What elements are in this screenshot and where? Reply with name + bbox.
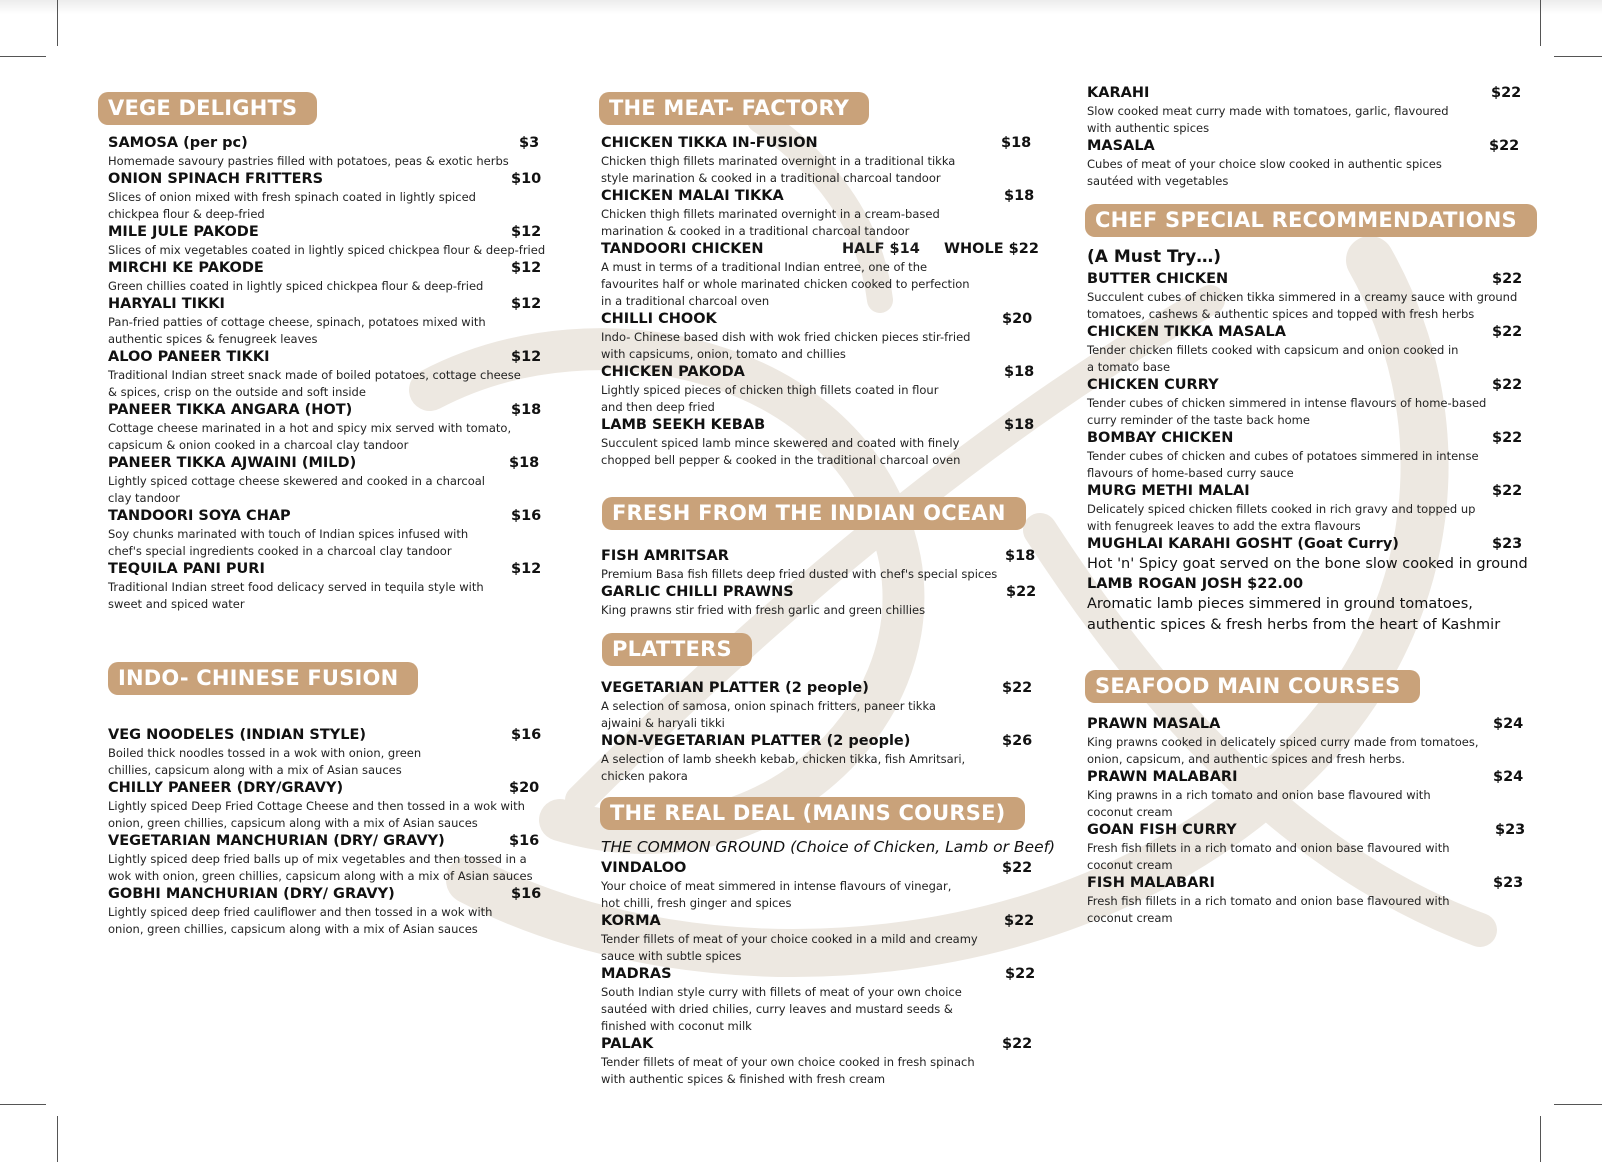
menu-item — [601, 363, 1033, 416]
chef-heading-wrap — [1085, 204, 1537, 237]
item-price: $22 — [1004, 913, 1035, 929]
menu-item — [1087, 137, 1519, 190]
item-name: TANDOORI SOYA CHAP — [108, 508, 291, 524]
item-price: $22 — [1492, 271, 1523, 287]
item-name: VEG NOODELES (INDIAN STYLE) — [108, 727, 367, 743]
item-name: PANEER TIKKA AJWAINI (MILD) — [108, 455, 357, 471]
menu-item — [1087, 874, 1527, 927]
item-price: $10 — [511, 171, 542, 187]
item-desc: Succulent spiced lamb mince skewered and coated with finely chopped bell pepper & cooked in the traditional charcoal oven — [601, 436, 961, 467]
item-desc: Tender fillets of meat of your choice cooked in a mild and creamy sauce with subtle spices — [601, 932, 978, 963]
indo-chinese-heading-wrap — [108, 662, 418, 695]
menu-item — [1087, 535, 1527, 575]
item-desc: Traditional Indian street food delicacy served in tequila style with sweet and spiced water — [108, 580, 484, 611]
item-name: PANEER TIKKA ANGARA (HOT) — [108, 402, 353, 418]
item-desc: Traditional Indian street snack made of boiled potatoes, cottage cheese & spices, crisp on the outside and soft inside — [108, 368, 521, 399]
item-name: ALOO PANEER TIKKI — [108, 349, 270, 365]
item-desc: Green chillies coated in lightly spiced chickpea flour & deep-fried — [108, 279, 484, 293]
item-desc: Tender cubes of chicken and cubes of potatoes simmered in intense flavours of home-based curry sauce — [1087, 449, 1479, 480]
item-name: BOMBAY CHICKEN — [1087, 430, 1234, 446]
common-ground-subtitle: THE COMMON GROUND (Choice of Chicken, Lamb or Beef) — [601, 838, 1056, 856]
item-name: CHILLY PANEER (DRY/GRAVY) — [108, 780, 344, 796]
menu-item — [1087, 323, 1527, 376]
item-desc: Tender chicken fillets cooked with capsicum and onion cooked in a tomato base — [1087, 343, 1459, 374]
item-desc: Fresh fish fillets in a rich tomato and onion base flavoured with coconut cream — [1087, 841, 1450, 872]
item-name: CHICKEN MALAI TIKKA — [601, 188, 784, 204]
item-desc: Boiled thick noodles tossed in a wok with onion, green chillies, capsicum along with a mix of Asian sauces — [108, 746, 422, 777]
item-name: KORMA — [601, 913, 661, 929]
menu-item — [108, 223, 546, 259]
item-desc: Chicken thigh fillets marinated overnight in a traditional tikka style marination & cooked in a traditional charcoal tandoor — [601, 154, 956, 185]
menu-item — [601, 965, 1036, 1035]
menu-item — [1087, 376, 1527, 429]
item-price: $22 — [1492, 483, 1523, 499]
item-desc: A must in terms of a traditional Indian entree, one of the favourites half or whole marinated chicken cooked to perfection in a traditional charcoal oven — [601, 260, 970, 308]
item-price: $23 — [1493, 875, 1524, 891]
chef-special-heading: CHEF SPECIAL RECOMMENDATIONS — [1085, 204, 1537, 237]
item-name: MIRCHI KE PAKODE — [108, 260, 264, 276]
menu-item — [108, 779, 540, 832]
item-name: GOAN FISH CURRY — [1087, 822, 1237, 838]
seafood-list — [1087, 715, 1527, 927]
item-desc: Tender cubes of chicken simmered in intense flavours of home-based curry reminder of the taste back home — [1087, 396, 1487, 427]
seafood-heading: SEAFOOD MAIN COURSES — [1085, 670, 1420, 703]
item-price: $16 — [511, 727, 542, 743]
item-price: $18 — [1004, 364, 1035, 380]
item-price: $18 — [1004, 417, 1035, 433]
menu-item — [108, 560, 540, 613]
menu-item — [108, 170, 540, 223]
item-desc: Soy chunks marinated with touch of Indian spices infused with chef's special ingredients cooked in a charcoal clay tandoor — [108, 527, 469, 558]
ocean-heading-wrap — [602, 497, 1026, 530]
item-price: $26 — [1002, 733, 1033, 749]
menu-item — [1087, 270, 1527, 323]
crop-mark-tr-v — [1540, 0, 1541, 46]
item-desc: King prawns cooked in delicately spiced curry made from tomatoes, onion, capsicum, and authentic spices and fresh herbs. — [1087, 735, 1479, 766]
item-desc: King prawns in a rich tomato and onion base flavoured with coconut cream — [1087, 788, 1431, 819]
item-price: $22 — [1005, 966, 1036, 982]
item-name: MILE JULE PAKODE — [108, 224, 259, 240]
item-desc: Slow cooked meat curry made with tomatoes, garlic, flavoured with authentic spices — [1087, 104, 1449, 135]
indian-ocean-heading: FRESH FROM THE INDIAN OCEAN — [602, 497, 1026, 530]
item-name: ONION SPINACH FRITTERS — [108, 171, 324, 187]
item-desc: Aromatic lamb pieces simmered in ground tomatoes, authentic spices & fresh herbs from the heart of Kashmir — [1087, 596, 1501, 633]
item-desc: Fresh fish fillets in a rich tomato and onion base flavoured with coconut cream — [1087, 894, 1450, 925]
vege-delights-heading: VEGE DELIGHTS — [98, 92, 317, 125]
item-half-price: HALF $14 — [842, 241, 920, 257]
chef-special-list — [1087, 246, 1527, 636]
item-desc: South Indian style curry with fillets of meat of your own choice sautéed with dried chilies, curry leaves and mustard seeds & finished with coconut milk — [601, 985, 962, 1033]
item-desc: A selection of samosa, onion spinach fritters, paneer tikka ajwaini & haryali tikki — [601, 699, 936, 730]
item-desc: King prawns stir fried with fresh garlic and green chillies — [601, 603, 926, 617]
item-name: PALAK — [601, 1036, 654, 1052]
item-desc: Chicken thigh fillets marinated overnight in a cream-based marination & cooked in a traditional charcoal tandoor — [601, 207, 940, 238]
mains-heading-wrap — [600, 797, 1025, 830]
item-name: LAMB ROGAN JOSH $22.00 — [1087, 576, 1304, 592]
menu-item — [601, 310, 1033, 363]
item-name: SAMOSA (per pc) — [108, 135, 248, 151]
item-price: $22 — [1489, 138, 1520, 154]
item-name: VINDALOO — [601, 860, 687, 876]
item-desc: Succulent cubes of chicken tikka simmered in a creamy sauce with ground tomatoes, cashews & authentic spices and topped with fresh herbs — [1087, 290, 1518, 321]
menu-item — [1087, 84, 1522, 137]
item-desc: Your choice of meat simmered in intense flavours of vinegar, hot chilli, fresh ginger and spices — [601, 879, 952, 910]
item-desc: Tender fillets of meat of your own choice cooked in fresh spinach with authentic spices & finished with fresh cream — [601, 1055, 975, 1086]
item-desc: Premium Basa fish fillets deep fried dusted with chef's special spices — [601, 567, 998, 581]
item-name: TEQUILA PANI PURI — [108, 561, 265, 577]
menu-item — [601, 583, 1037, 619]
item-name: GOBHI MANCHURIAN (DRY/ GRAVY) — [108, 886, 395, 902]
item-desc: Homemade savoury pastries filled with potatoes, peas & exotic herbs — [108, 154, 509, 168]
menu-item — [601, 416, 1033, 469]
item-price: $22 — [1492, 377, 1523, 393]
menu-item — [108, 134, 540, 170]
menu-item — [601, 134, 1033, 187]
mains-list — [601, 836, 1056, 1088]
item-price: $22 — [1492, 324, 1523, 340]
item-price: $24 — [1493, 769, 1524, 785]
item-price: $18 — [1004, 188, 1035, 204]
platters-heading: PLATTERS — [602, 633, 752, 666]
item-name: FISH MALABARI — [1087, 875, 1215, 891]
menu-item — [601, 1035, 1033, 1088]
item-price: $16 — [511, 508, 542, 524]
item-name: MUGHLAI KARAHI GOSHT (Goat Curry) — [1087, 536, 1399, 552]
item-desc: Lightly spiced Deep Fried Cottage Cheese and then tossed in a wok with onion, green chillies, capsicum along with a mix of Asian sauces — [108, 799, 525, 830]
item-price: $20 — [509, 780, 540, 796]
meat-factory-heading: THE MEAT- FACTORY — [599, 92, 869, 125]
item-desc: A selection of lamb sheekh kebab, chicken tikka, fish Amritsari, chicken pakora — [601, 752, 966, 783]
item-name: CHICKEN PAKODA — [601, 364, 745, 380]
menu-item — [601, 912, 1033, 965]
menu-item — [1087, 821, 1527, 874]
item-price: $3 — [519, 135, 540, 151]
item-price: $16 — [509, 833, 540, 849]
indo-chinese-heading: INDO- CHINESE FUSION — [108, 662, 418, 695]
item-price: $23 — [1495, 822, 1526, 838]
menu-item — [601, 732, 1033, 785]
item-desc: Slices of onion mixed with fresh spinach coated in lightly spiced chickpea flour & deep-fried — [108, 190, 476, 221]
menu-item — [108, 507, 540, 560]
item-price: $22 — [1002, 860, 1033, 876]
item-price: $22 — [1006, 584, 1037, 600]
item-name: MASALA — [1087, 138, 1155, 154]
seafood-heading-wrap — [1085, 670, 1420, 703]
item-name: LAMB SEEKH KEBAB — [601, 417, 766, 433]
item-name: NON-VEGETARIAN PLATTER (2 people) — [601, 733, 911, 749]
ocean-list — [601, 547, 1037, 619]
item-name: HARYALI TIKKI — [108, 296, 225, 312]
item-price: $12 — [511, 296, 542, 312]
item-desc: Hot 'n' Spicy goat served on the bone slow cooked in ground — [1087, 556, 1528, 572]
item-name: MURG METHI MALAI — [1087, 483, 1250, 499]
column-1 — [98, 92, 550, 125]
menu-item — [108, 726, 540, 779]
menu-item — [108, 259, 540, 295]
menu-item — [108, 295, 540, 348]
platters-heading-wrap — [602, 633, 752, 666]
item-price: $18 — [509, 455, 540, 471]
meat-factory-list — [601, 134, 1039, 469]
indo-chinese-list — [108, 726, 540, 938]
crop-mark-tl-h — [0, 56, 46, 57]
item-name: FISH AMRITSAR — [601, 548, 729, 564]
crop-mark-tl-v — [57, 0, 58, 46]
item-price: $12 — [511, 349, 542, 365]
item-desc: Pan-fried patties of cottage cheese, spinach, potatoes mixed with authentic spices & fenugreek leaves — [108, 315, 486, 346]
item-desc: Cubes of meat of your choice slow cooked in authentic spices sautéed with vegetables — [1087, 157, 1442, 188]
must-try-subtitle: (A Must Try…) — [1087, 247, 1221, 267]
item-name: VEGETARIAN PLATTER (2 people) — [601, 680, 869, 696]
crop-mark-br-h — [1554, 1104, 1602, 1105]
item-desc: Delicately spiced chicken fillets cooked in rich gravy and topped up with fenugreek leaves to add the extra flavours — [1087, 502, 1476, 533]
menu-item — [1087, 429, 1527, 482]
item-price: $12 — [511, 260, 542, 276]
item-desc: Lightly spiced deep fried balls up of mix vegetables and then tossed in a wok with onion, green chillies, capsicum along with a mix of Asian sauces — [108, 852, 533, 883]
crop-mark-tr-h — [1554, 56, 1602, 57]
item-name: PRAWN MALABARI — [1087, 769, 1238, 785]
item-price: $12 — [511, 561, 542, 577]
item-price: $23 — [1492, 536, 1523, 552]
item-name: TANDOORI CHICKEN — [601, 241, 764, 257]
item-price: $22 — [1002, 680, 1033, 696]
item-price: $18 — [1001, 135, 1032, 151]
crop-mark-bl-v — [57, 1116, 58, 1162]
item-price: $24 — [1493, 716, 1524, 732]
menu-item — [108, 832, 540, 885]
menu-item — [601, 187, 1033, 240]
menu-item — [601, 859, 1033, 912]
item-desc: Lightly spiced cottage cheese skewered and cooked in a charcoal clay tandoor — [108, 474, 485, 505]
menu-item — [601, 679, 1033, 732]
item-name: VEGETARIAN MANCHURIAN (DRY/ GRAVY) — [108, 833, 445, 849]
menu-item — [1087, 715, 1527, 768]
menu-item — [108, 401, 540, 454]
item-price: $22 — [1002, 1036, 1033, 1052]
item-price: $20 — [1002, 311, 1033, 327]
menu-item — [108, 454, 540, 507]
crop-mark-bl-h — [0, 1104, 46, 1105]
item-name: GARLIC CHILLI PRAWNS — [601, 584, 794, 600]
vege-delights-list — [108, 134, 546, 613]
item-price: $22 — [1492, 430, 1523, 446]
mains-heading: THE REAL DEAL (MAINS COURSE) — [600, 797, 1025, 830]
item-name: CHILLI CHOOK — [601, 311, 717, 327]
item-name: CHICKEN TIKKA MASALA — [1087, 324, 1286, 340]
menu-item — [1087, 768, 1527, 821]
item-name: MADRAS — [601, 966, 672, 982]
item-price: $16 — [511, 886, 542, 902]
col3-top-list — [1087, 84, 1522, 190]
menu-item — [1087, 575, 1527, 636]
item-desc: Cottage cheese marinated in a hot and spicy mix served with tomato, capsicum & onion cooked in a charcoal clay tandoor — [108, 421, 512, 452]
item-name: CHICKEN TIKKA IN-FUSION — [601, 135, 818, 151]
item-desc: Lightly spiced pieces of chicken thigh fillets coated in flour and then deep fried — [601, 383, 939, 414]
menu-item — [601, 240, 1039, 310]
item-desc: Slices of mix vegetables coated in lightly spiced chickpea flour & deep-fried — [108, 243, 546, 257]
item-name: KARAHI — [1087, 85, 1150, 101]
item-price: WHOLE $22 — [944, 241, 1039, 257]
item-price: $12 — [511, 224, 542, 240]
item-price: $22 — [1491, 85, 1522, 101]
meat-factory-heading-wrap — [599, 92, 869, 125]
menu-item — [601, 547, 1036, 583]
item-desc: Lightly spiced deep fried cauliflower and then tossed in a wok with onion, green chillies, capsicum along with a mix of Asian sauces — [108, 905, 493, 936]
item-name: PRAWN MASALA — [1087, 716, 1221, 732]
item-name: BUTTER CHICKEN — [1087, 271, 1229, 287]
platters-list — [601, 679, 1033, 785]
menu-item — [1087, 482, 1527, 535]
menu-item — [108, 885, 540, 938]
item-name: CHICKEN CURRY — [1087, 377, 1219, 393]
crop-mark-br-v — [1540, 1116, 1541, 1162]
item-price: $18 — [1005, 548, 1036, 564]
menu-item — [108, 348, 540, 401]
item-desc: Indo- Chinese based dish with wok fried chicken pieces stir-fried with capsicums, onion, tomato and chillies — [601, 330, 971, 361]
item-price: $18 — [511, 402, 542, 418]
